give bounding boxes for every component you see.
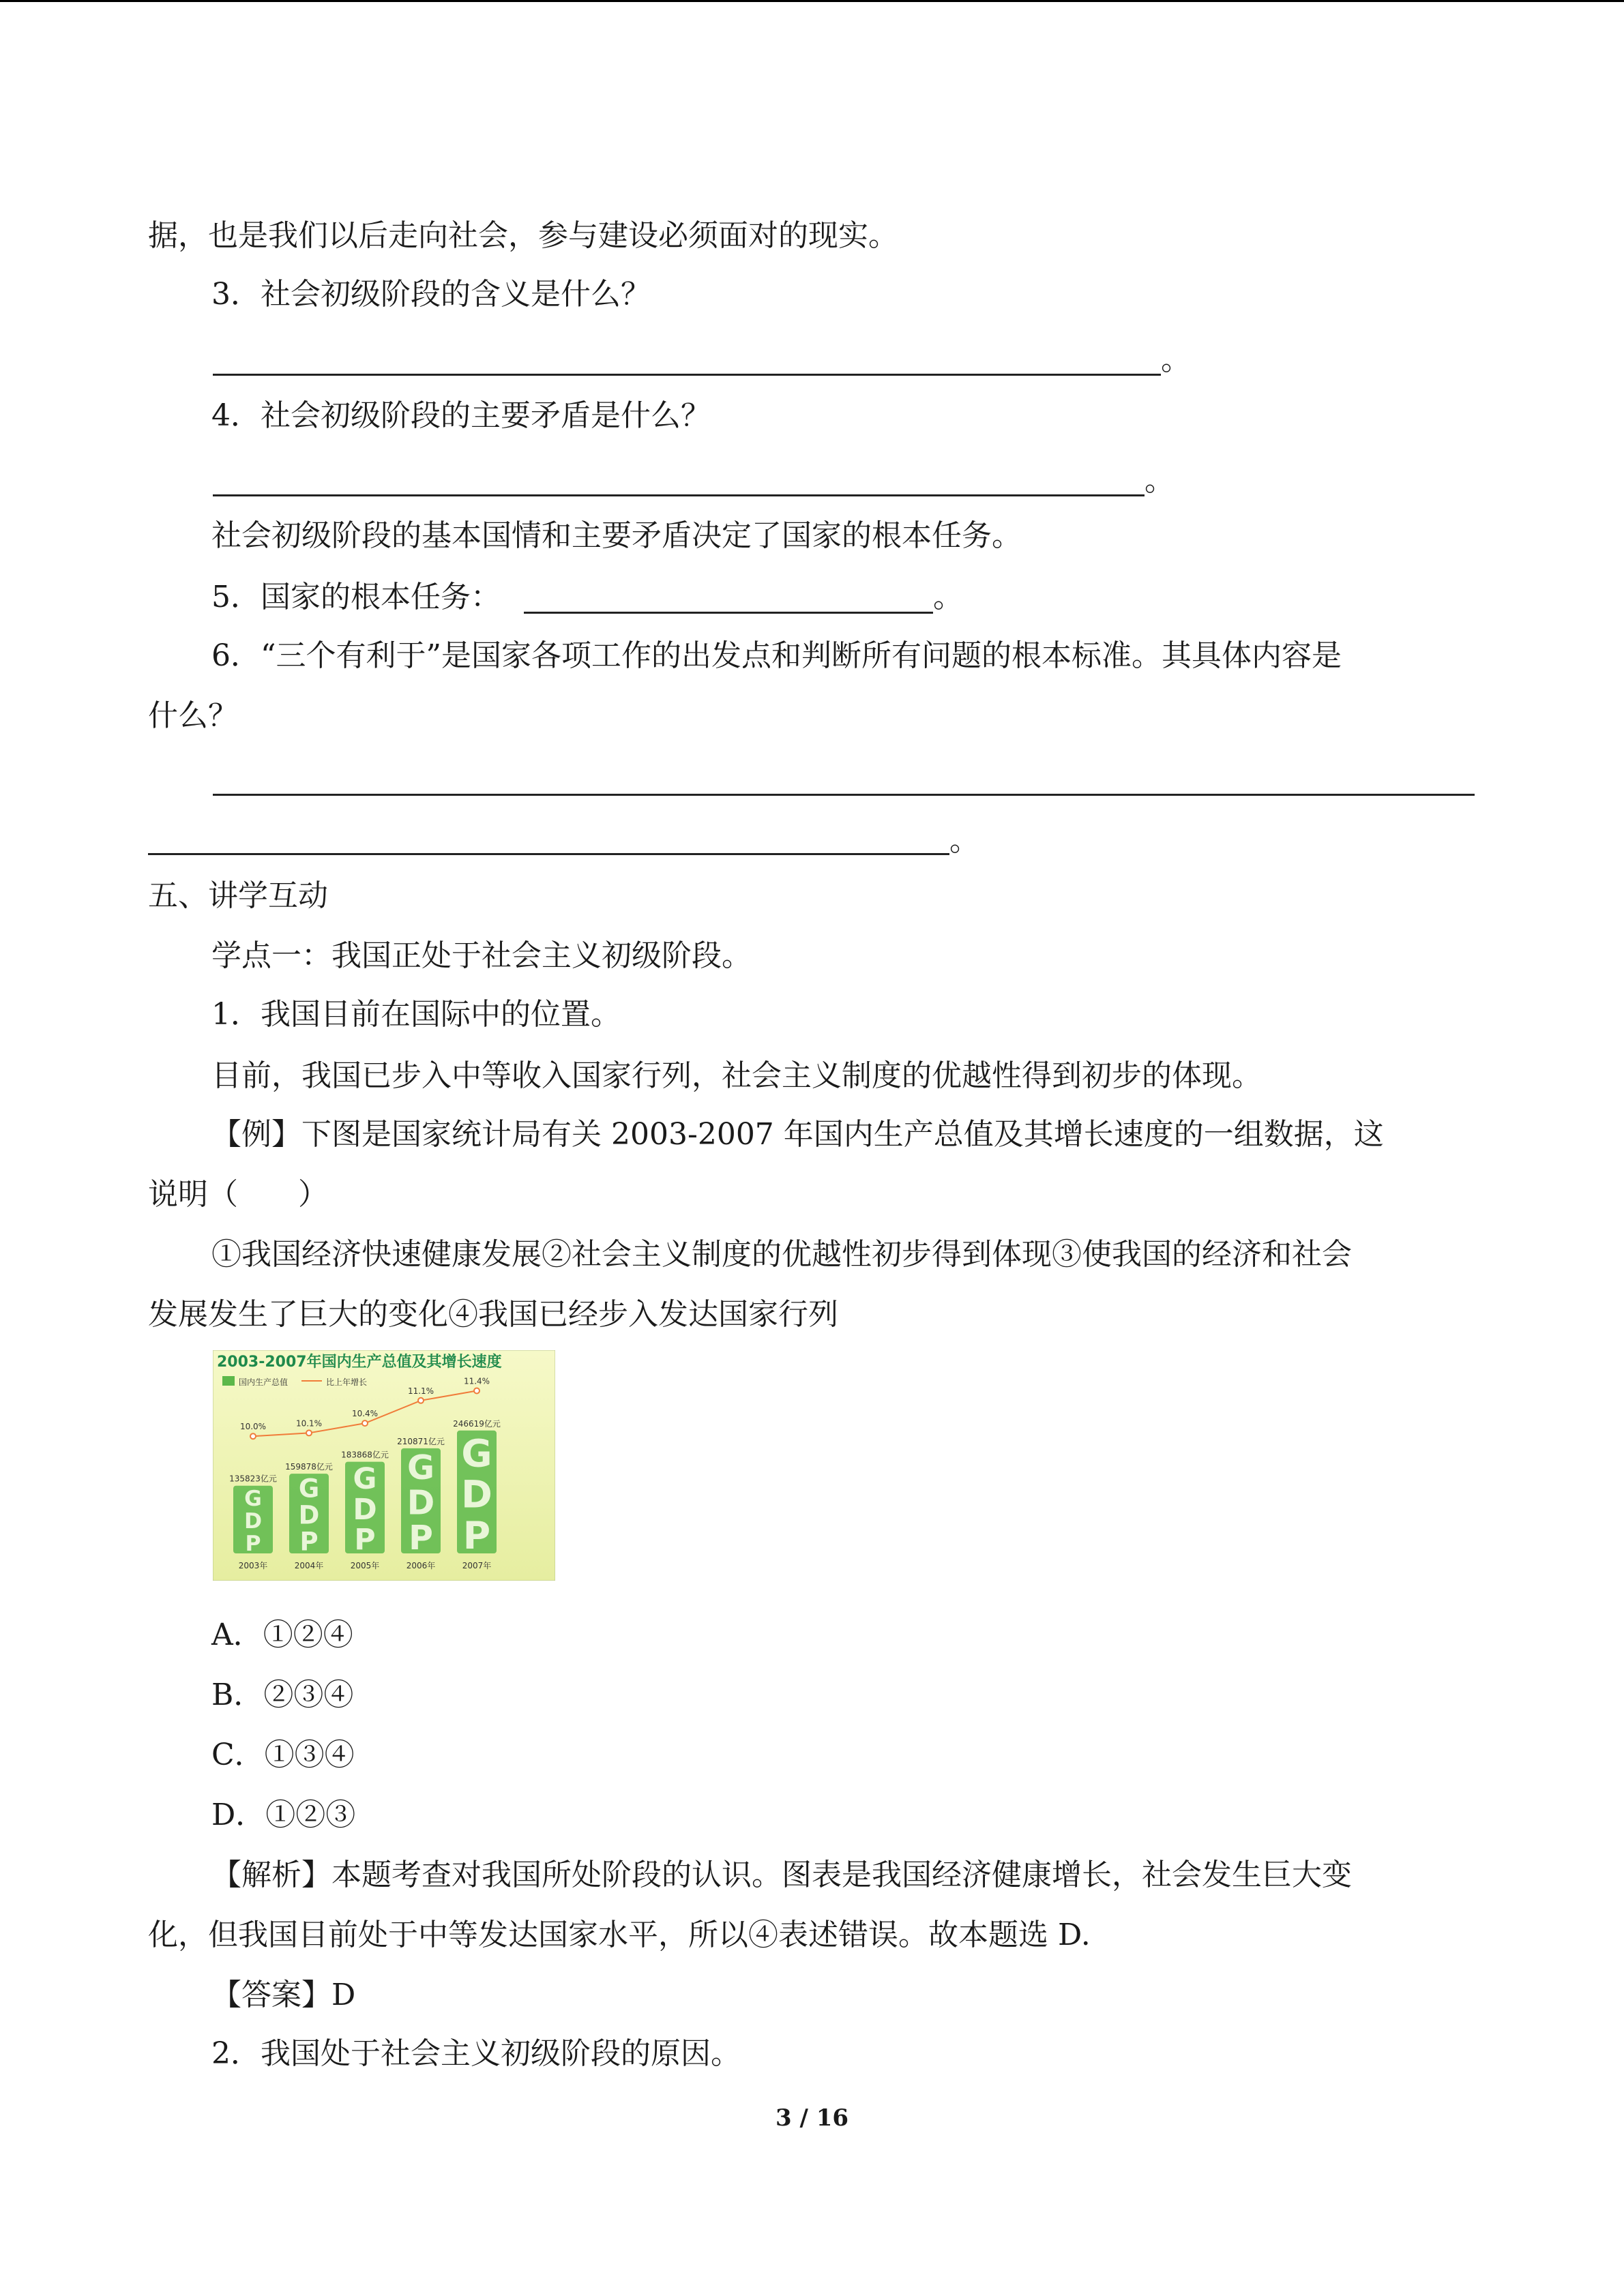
answer-blank-6b[interactable] xyxy=(148,853,949,855)
statements: ①我国经济快速健康发展②社会主义制度的优越性初步得到体现③使我国的经济和社会 xyxy=(211,1237,1352,1272)
growth-value-label: 10.1% xyxy=(295,1418,323,1429)
x-tick-label: 2006年 xyxy=(406,1561,436,1570)
gdp-chart-svg xyxy=(213,1350,555,1581)
answer-blank-6a[interactable] xyxy=(213,794,1475,796)
gdp-value-label: 159878亿元 xyxy=(285,1462,333,1472)
growth-point xyxy=(250,1433,256,1439)
gdp-bar-letter: G xyxy=(298,1474,320,1504)
x-tick-label: 2004年 xyxy=(294,1561,324,1570)
answer-blank-3[interactable] xyxy=(213,374,1161,376)
growth-point xyxy=(474,1388,479,1394)
statements-cont: 发展发生了巨大的变化④我国已经步入发达国家行列 xyxy=(148,1297,838,1332)
question-6: 6．“三个有利于”是国家各项工作的出发点和判断所有问题的根本标准。其具体内容是 xyxy=(211,638,1342,673)
gdp-bar-letter: G xyxy=(407,1448,435,1488)
gdp-value-label: 210871亿元 xyxy=(397,1436,445,1446)
example-question-cont: 说明（ ） xyxy=(148,1177,328,1212)
answer-blank-4[interactable] xyxy=(213,494,1145,496)
legend-label-growth: 比上年增长 xyxy=(326,1377,368,1387)
growth-point xyxy=(418,1398,424,1403)
page-number: 3 / 16 xyxy=(775,2104,849,2132)
period: 。 xyxy=(933,580,963,614)
text-line: 社会初级阶段的基本国情和主要矛盾决定了国家的根本任务。 xyxy=(211,518,1022,553)
gdp-bar-letter: P xyxy=(462,1513,491,1557)
gdp-value-label: 135823亿元 xyxy=(229,1474,277,1484)
growth-point xyxy=(306,1430,312,1435)
gdp-bar-letter: D xyxy=(461,1472,492,1517)
gdp-bar-letter: G xyxy=(461,1431,492,1476)
question-3: 3．社会初级阶段的含义是什么？ xyxy=(211,277,651,312)
option-b[interactable]: B．②③④ xyxy=(211,1678,354,1712)
gdp-bar-letter: D xyxy=(407,1483,435,1523)
answer: 【答案】D xyxy=(211,1978,356,2012)
analysis: 【解析】本题考查对我国所处阶段的认识。图表是我国经济健康增长，社会发生巨大变 xyxy=(211,1858,1352,1892)
x-tick-label: 2007年 xyxy=(462,1561,492,1570)
gdp-value-label: 246619亿元 xyxy=(453,1418,501,1429)
gdp-bar-letter: P xyxy=(409,1518,433,1557)
growth-value-label: 10.4% xyxy=(351,1409,379,1419)
gdp-bar-letter: P xyxy=(354,1523,376,1557)
gdp-bar-letter: P xyxy=(245,1532,261,1557)
gdp-value-label: 183868亿元 xyxy=(341,1450,389,1460)
answer-blank-5[interactable] xyxy=(524,612,933,614)
gdp-bar-letter: G xyxy=(353,1463,377,1497)
section-heading: 五、讲学互动 xyxy=(148,878,328,913)
chart-title: 2003-2007年国内生产总值及其增长速度 xyxy=(217,1354,502,1371)
text-line: 目前，我国已步入中等收入国家行列，社会主义制度的优越性得到初步的体现。 xyxy=(211,1058,1262,1093)
gdp-bar-letter: G xyxy=(244,1486,262,1511)
x-tick-label: 2005年 xyxy=(350,1561,380,1570)
gdp-bar-letter: P xyxy=(299,1527,319,1557)
top-rule xyxy=(0,0,1624,2)
analysis-cont: 化，但我国目前处于中等发达国家水平，所以④表述错误。故本题选 D. xyxy=(148,1918,1091,1952)
text-line: 据，也是我们以后走向社会，参与建设必须面对的现实。 xyxy=(148,218,898,253)
question-6-cont: 什么？ xyxy=(148,698,238,733)
question-4: 4．社会初级阶段的主要矛盾是什么？ xyxy=(211,398,711,433)
period: 。 xyxy=(1161,342,1191,377)
gdp-bar-letter: D xyxy=(298,1500,320,1530)
gdp-chart xyxy=(213,1350,555,1581)
subpoint-1: 1．我国目前在国际中的位置。 xyxy=(211,997,621,1032)
period: 。 xyxy=(949,823,979,858)
option-c[interactable]: C．①③④ xyxy=(211,1738,355,1772)
option-d[interactable]: D．①②③ xyxy=(211,1798,356,1832)
study-point-1: 学点一：我国正处于社会主义初级阶段。 xyxy=(211,938,752,973)
legend-label-gdp: 国内生产总值 xyxy=(239,1377,289,1387)
example-question: 【例】下图是国家统计局有关 2003-2007 年国内生产总值及其增长速度的一组数据，这 xyxy=(211,1117,1384,1152)
period: 。 xyxy=(1145,463,1175,498)
growth-value-label: 10.0% xyxy=(239,1422,267,1432)
growth-point xyxy=(362,1420,368,1426)
gdp-bar-letter: D xyxy=(353,1493,377,1527)
x-tick-label: 2003年 xyxy=(238,1561,268,1570)
option-a[interactable]: A．①②④ xyxy=(211,1617,353,1652)
gdp-bar-letter: D xyxy=(243,1508,263,1534)
growth-value-label: 11.1% xyxy=(407,1386,434,1396)
question-5: 5．国家的根本任务： xyxy=(211,580,501,614)
growth-value-label: 11.4% xyxy=(463,1376,490,1386)
legend-swatch-gdp xyxy=(222,1376,235,1386)
subpoint-2: 2．我国处于社会主义初级阶段的原因。 xyxy=(211,2036,741,2071)
